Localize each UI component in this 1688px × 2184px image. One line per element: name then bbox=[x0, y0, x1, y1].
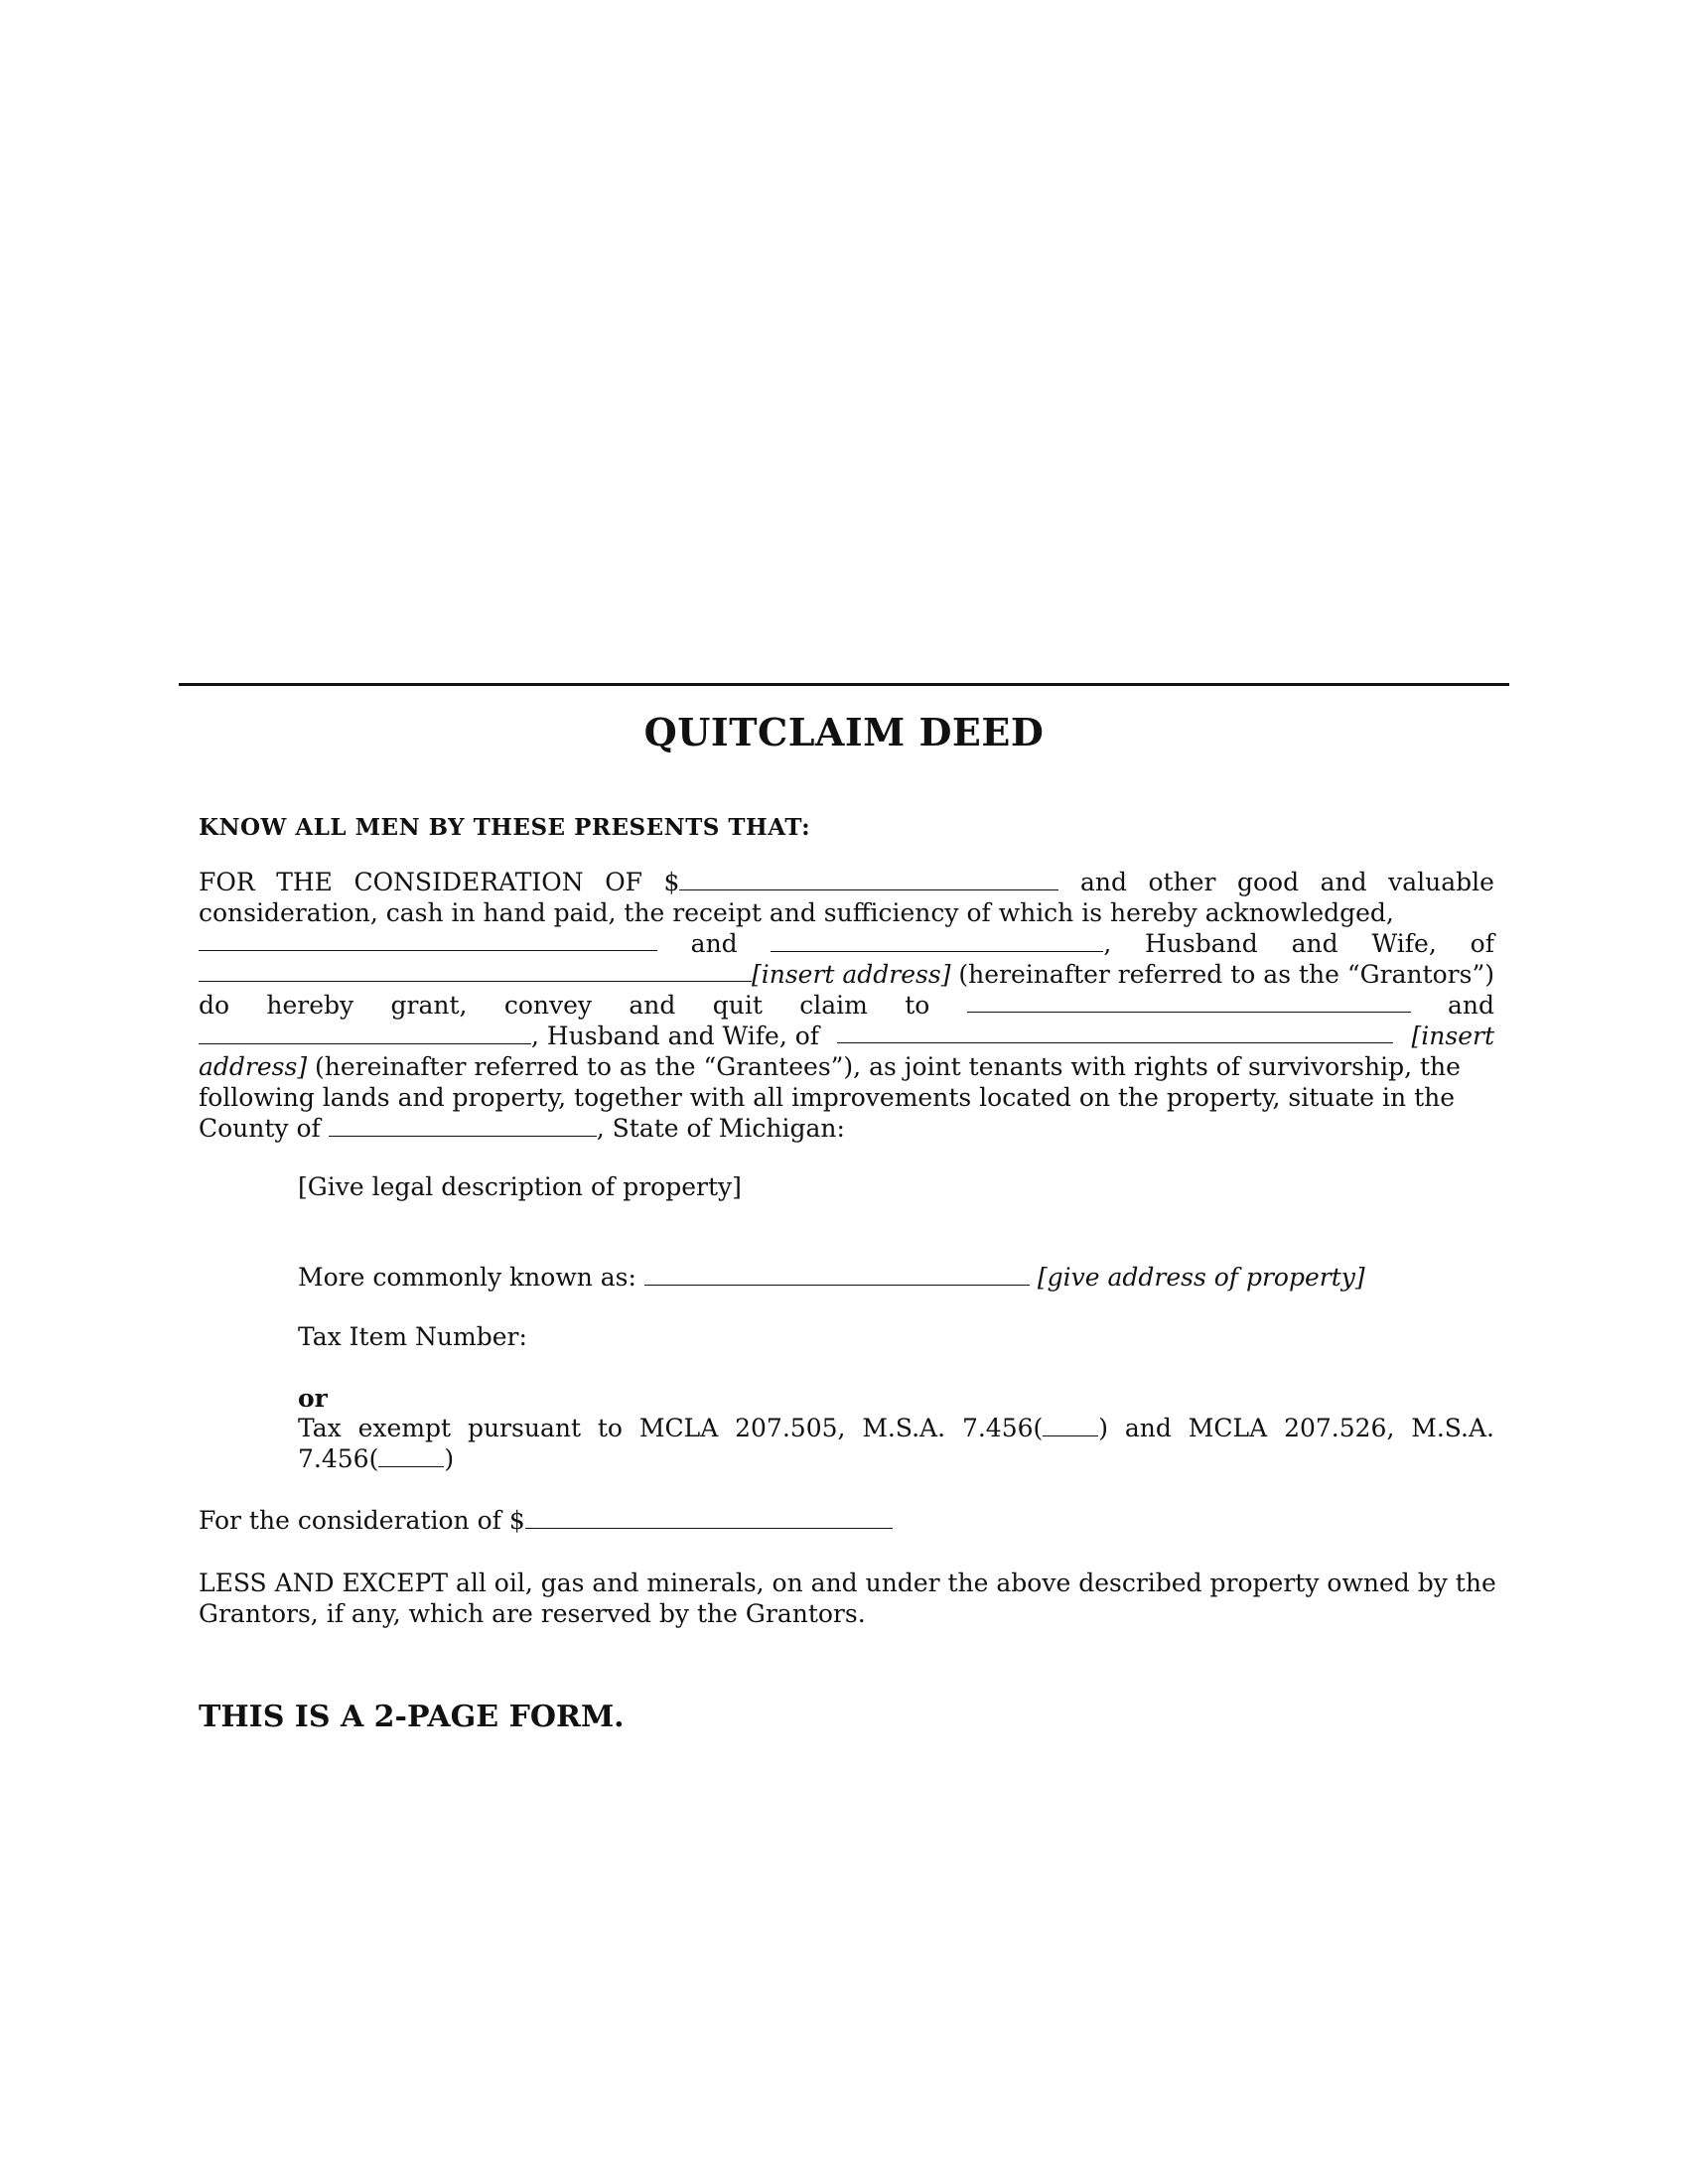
grantee-address-blank[interactable] bbox=[837, 1021, 1393, 1043]
paragraph-line-9: County of , State of Michigan: bbox=[199, 1114, 845, 1143]
msa-section-blank-1[interactable] bbox=[1043, 1414, 1098, 1436]
paragraph-line-2: consideration, cash in hand paid, the receipt and sufficiency of which is hereby acknowledged, bbox=[199, 898, 1394, 927]
paragraph-line-8: following lands and property, together with all improvements located on the property, situate in the bbox=[199, 1083, 1456, 1112]
top-rule bbox=[179, 683, 1509, 686]
know-all-heading: KNOW ALL MEN BY THESE PRESENTS THAT: bbox=[199, 814, 811, 841]
tax-exempt-clause: Tax exempt pursuant to MCLA 207.505, M.S.A. 7.456( ) and MCLA 207.526, M.S.A. 7.456( ) bbox=[298, 1414, 1494, 1473]
property-address-blank[interactable] bbox=[644, 1263, 1030, 1286]
or-label: or bbox=[298, 1384, 328, 1413]
grantor-2-blank[interactable] bbox=[771, 929, 1103, 952]
consideration-line: For the consideration of $ bbox=[199, 1505, 1494, 1536]
grantee-1-blank[interactable] bbox=[967, 990, 1411, 1013]
legal-description: [Give legal description of property] bbox=[298, 1172, 742, 1201]
county-blank[interactable] bbox=[329, 1114, 597, 1137]
grantor-1-blank[interactable] bbox=[199, 928, 657, 951]
main-paragraph bbox=[199, 867, 1494, 1144]
paragraph-line-7: address] (hereinafter referred to as the “Grantees”), as joint tenants with rights of survivorship, the bbox=[199, 1052, 1461, 1081]
less-and-except-paragraph: LESS AND EXCEPT all oil, gas and minerals, on and under the above described property owned by the Grantors, if any, which are reserved by the Grantors. bbox=[199, 1569, 1496, 1628]
msa-section-blank-2[interactable] bbox=[378, 1444, 444, 1467]
paragraph-line-3: and , Husband and Wife, of bbox=[199, 928, 1494, 959]
consideration-blank[interactable] bbox=[525, 1506, 893, 1529]
paragraph-line-1: FOR THE CONSIDERATION OF $ and other good and valuable bbox=[199, 868, 1494, 896]
document-title: QUITCLAIM DEED bbox=[643, 710, 1045, 754]
paragraph-line-5: do hereby grant, convey and quit claim to and bbox=[199, 991, 1494, 1020]
commonly-known-line: More commonly known as: [give address of property] bbox=[298, 1263, 1365, 1292]
grantee-2-blank[interactable] bbox=[199, 1022, 531, 1044]
page-count-notice: THIS IS A 2-PAGE FORM. bbox=[199, 1700, 625, 1734]
paragraph-line-4: [insert address] (hereinafter referred to as the “Grantors”) bbox=[199, 959, 1494, 990]
grantor-address-blank[interactable] bbox=[199, 959, 752, 982]
paragraph-line-6: , Husband and Wife, of [insert bbox=[199, 1021, 1494, 1051]
consideration-amount-blank[interactable] bbox=[679, 868, 1058, 890]
tax-item-number: Tax Item Number: bbox=[298, 1322, 527, 1351]
